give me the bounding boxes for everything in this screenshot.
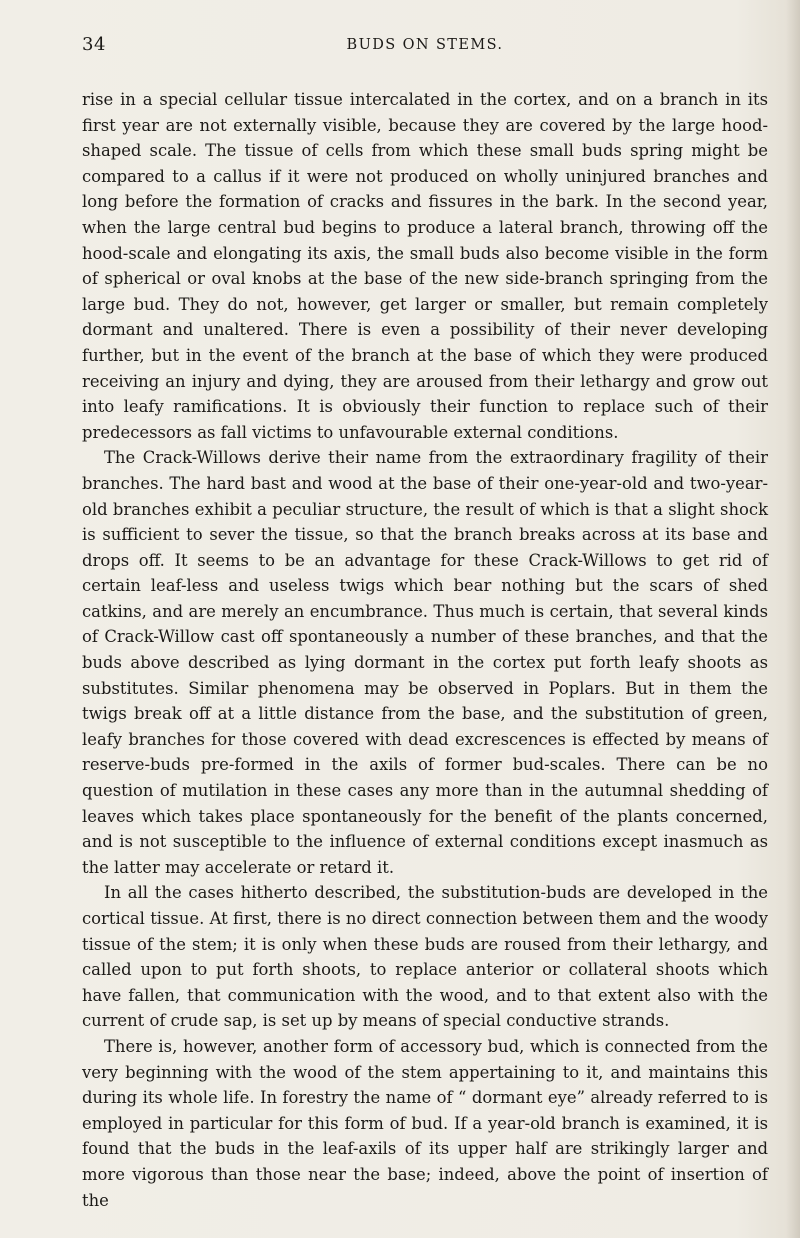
paragraph-3: In all the cases hitherto described, the substitution-buds are developed in the cortical tissue. At first, there is no direct connection between them and the woody tissue of the stem; it is only when these buds are roused from their lethargy, and called upon to put forth shoots, to replace anterior or collateral shoots which have fallen, that communication with the wood, and to that extent also with the current of crude sap, is set up by means of special conductive strands. — [82, 883, 768, 1031]
page-header — [82, 34, 768, 58]
paragraph-4: There is, however, another form of accessory bud, which is connected from the very beginning with the wood of the stem appertaining to it, and maintains this during its whole life. In forestry the name of “ dormant eye” already referred to is employed in particular for this form of bud. If a year-old branch is examined, it is found that the buds in the leaf-axils of its upper half are strikingly larger and more vigorous than those near the base; indeed, above the point of insertion of the — [82, 1036, 768, 1210]
page-number: 34 — [82, 34, 106, 55]
body-text — [82, 87, 768, 1213]
running-head: BUDS ON STEMS. — [346, 37, 504, 53]
page-edge-shadow — [786, 0, 800, 1238]
paragraph-2: The Crack-Willows derive their name from the extraordinary fragility of their branches. The hard bast and wood at the base of their one-year-old and two-year-old branches exhibit a peculiar structure, the result of which is that a slight shock is sufficient to sever the tissue, so that the branch breaks across at its base and drops off. It seems to be an advantage for these Crack-Willows to get rid of certain leaf-less and useless twigs which bear nothing but the scars of shed catkins, and are merely an encumbrance. Thus much is certain, that several kinds of Crack-Willow cast off spontaneously a number of these branches, and that the buds above described as lying dormant in the cortex put forth leafy shoots as substitutes. Similar phenomena may be observed in Poplars. But in them the twigs break off at a little distance from the base, and the substitution of green, leafy branches for those covered with dead excrescences is effected by means of reserve-buds pre-formed in the axils of former bud-scales. There can be no question of mutilation in these cases any more than in the autumnal shedding of leaves which takes place spontaneously for the benefit of the plants concerned, and is not susceptible to the influence of external conditions except inasmuch as the latter may accelerate or retard it. — [82, 448, 768, 877]
paragraph-1: rise in a special cellular tissue intercalated in the cortex, and on a branch in its first year are not externally visible, because they are covered by the large hood-shaped scale. The tissue of cells from which these small buds spring might be compared to a callus if it were not produced on wholly uninjured branches and long before the formation of cracks and fissures in the bark. In the second year, when the large central bud begins to produce a lateral branch, throwing off the hood-scale and elongating its axis, the small buds also become visible in the form of spherical or oval knobs at the base of the new side-branch springing from the large bud. They do not, however, get larger or smaller, but remain completely dormant and unaltered. There is even a possibility of their never developing further, but in the event of the branch at the base of which they were produced receiving an injury and dying, they are aroused from their lethargy and grow out into leafy ramifications. It is obviously their function to replace such of their predecessors as fall victims to unfavourable external conditions. — [82, 90, 768, 442]
